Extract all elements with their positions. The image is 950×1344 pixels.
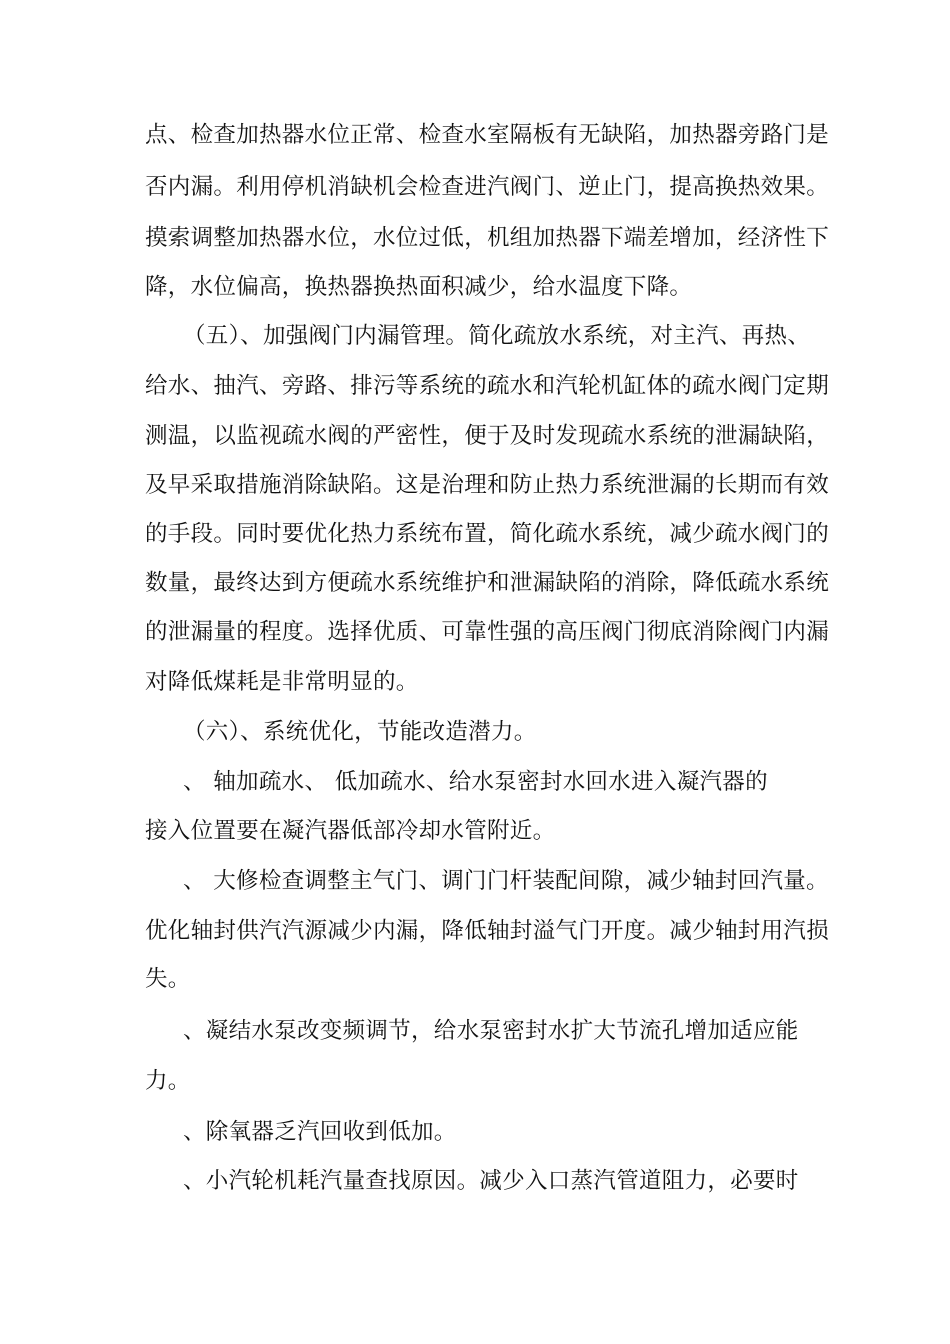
paragraph-heading: （五）、加强阀门内漏管理。简化疏放水系统，对主汽、再热、: [183, 323, 811, 349]
text-line: 测温，以监视疏水阀的严密性，便于及时发现疏水系统的泄漏缺陷，: [145, 423, 830, 449]
text-line: 对降低煤耗是非常明显的。: [145, 669, 419, 695]
list-item: 、小汽轮机耗汽量查找原因。减少入口蒸汽管道阻力，必要时: [183, 1168, 799, 1194]
text-line: 失。: [145, 966, 191, 992]
text-line: 摸索调整加热器水位，水位过低，机组加热器下端差增加，经济性下: [145, 225, 830, 251]
text-line: 接入位置要在凝汽器低部冷却水管附近。: [145, 818, 556, 844]
text-line: 的手段。同时要优化热力系统布置，简化疏水系统，减少疏水阀门的: [145, 521, 830, 547]
list-item: 、 轴加疏水、 低加疏水、给水泵密封水回水进入凝汽器的: [183, 769, 768, 795]
text-line: 降，水位偏高，换热器换热面积减少，给水温度下降。: [145, 274, 693, 300]
list-item: 、 大修检查调整主气门、调门门杆装配间隙，减少轴封回汽量。: [183, 868, 829, 894]
text-line: 的泄漏量的程度。选择优质、可靠性强的高压阀门彻底消除阀门内漏: [145, 619, 830, 645]
text-line: 点、检查加热器水位正常、检查水室隔板有无缺陷，加热器旁路门是: [145, 122, 830, 148]
list-item: 、凝结水泵改变频调节，给水泵密封水扩大节流孔增加适应能: [183, 1018, 799, 1044]
list-item: 、除氧器乏汽回收到低加。: [183, 1119, 457, 1145]
text-line: 力。: [145, 1068, 191, 1094]
text-line: 数量，最终达到方便疏水系统维护和泄漏缺陷的消除，降低疏水系统: [145, 570, 830, 596]
text-line: 及早采取措施消除缺陷。这是治理和防止热力系统泄漏的长期而有效: [145, 472, 830, 498]
paragraph-heading: （六）、系统优化，节能改造潜力。: [183, 719, 537, 745]
text-line: 给水、抽汽、旁路、排污等系统的疏水和汽轮机缸体的疏水阀门定期: [145, 373, 830, 399]
text-line: 优化轴封供汽汽源减少内漏，降低轴封溢气门开度。减少轴封用汽损: [145, 918, 830, 944]
text-line: 否内漏。利用停机消缺机会检查进汽阀门、逆止门，提高换热效果。: [145, 174, 830, 200]
